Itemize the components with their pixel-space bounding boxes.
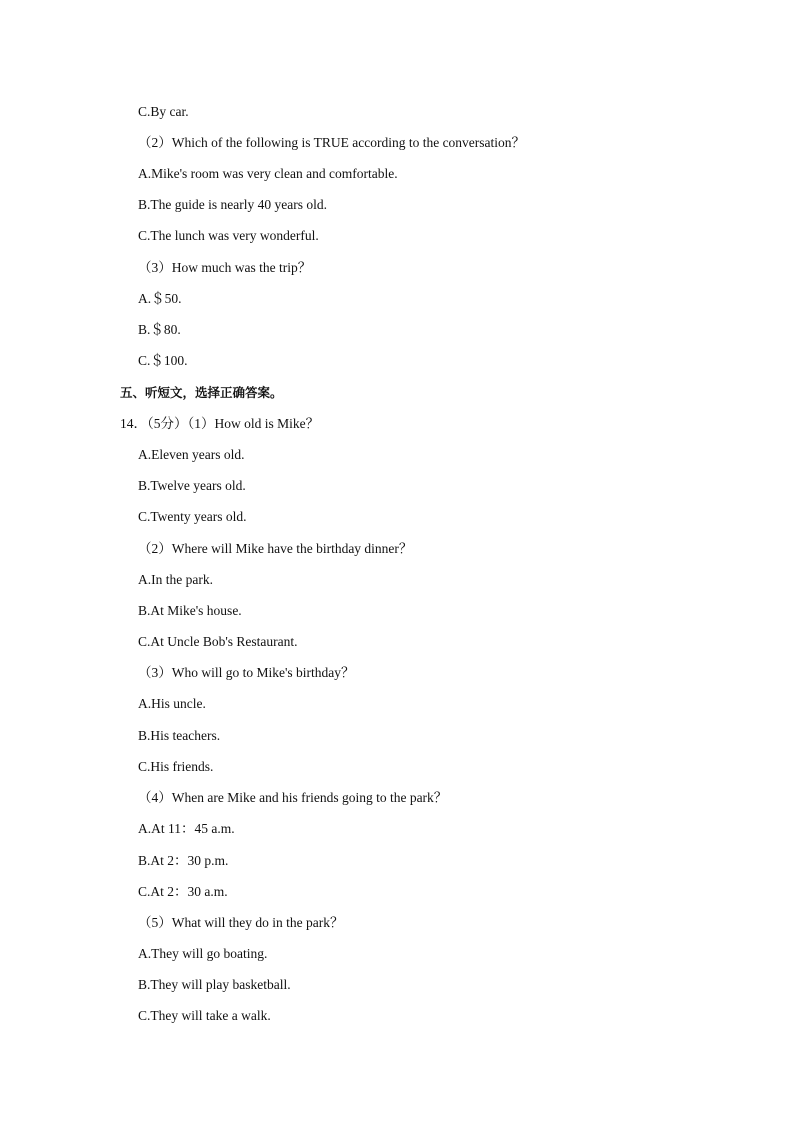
q14-sub3-question: （3）Who will go to Mike's birthday？ (138, 665, 355, 680)
q14-sub3-option-a: A.His uncle. (138, 696, 206, 711)
q13-sub2-question: （2）Which of the following is TRUE according to the conversation？ (138, 135, 526, 150)
q14-sub5-option-a: A.They will go boating. (138, 946, 268, 961)
q14-sub1-option-c: C.Twenty years old. (138, 509, 247, 524)
q13-sub2-option-b: B.The guide is nearly 40 years old. (138, 197, 327, 212)
q13-sub3-option-b: B.＄80. (138, 322, 181, 337)
q14-sub4-question: （4）When are Mike and his friends going to the park？ (138, 790, 448, 805)
q14-sub4-option-c: C.At 2：30 a.m. (138, 884, 228, 899)
q14-sub5-question: （5）What will they do in the park？ (138, 915, 344, 930)
q14-sub1-option-a: A.Eleven years old. (138, 447, 245, 462)
section-five-heading: 五、听短文，选择正确答案。 (120, 385, 283, 400)
q13-sub2-option-a: A.Mike's room was very clean and comfortable. (138, 166, 398, 181)
q13-sub2-option-c: C.The lunch was very wonderful. (138, 228, 319, 243)
q14-sub4-option-a: A.At 11：45 a.m. (138, 821, 235, 836)
q13-sub3-option-c: C.＄100. (138, 353, 188, 368)
q14-number-line: 14．（5分）（1）How old is Mike？ (120, 416, 320, 431)
q14-sub2-question: （2）Where will Mike have the birthday dinner？ (138, 541, 413, 556)
q14-sub2-option-c: C.At Uncle Bob's Restaurant. (138, 634, 298, 649)
q14-sub4-option-b: B.At 2：30 p.m. (138, 853, 229, 868)
q13-sub1-option-c: C.By car. (138, 104, 189, 119)
q13-sub3-question: （3）How much was the trip？ (138, 260, 312, 275)
q14-sub2-option-b: B.At Mike's house. (138, 603, 242, 618)
q14-sub5-option-c: C.They will take a walk. (138, 1008, 271, 1023)
q14-sub1-option-b: B.Twelve years old. (138, 478, 246, 493)
q13-sub3-option-a: A.＄50. (138, 291, 182, 306)
q14-sub3-option-b: B.His teachers. (138, 728, 221, 743)
q14-sub5-option-b: B.They will play basketball. (138, 977, 291, 992)
q14-sub2-option-a: A.In the park. (138, 572, 213, 587)
q14-sub3-option-c: C.His friends. (138, 759, 214, 774)
